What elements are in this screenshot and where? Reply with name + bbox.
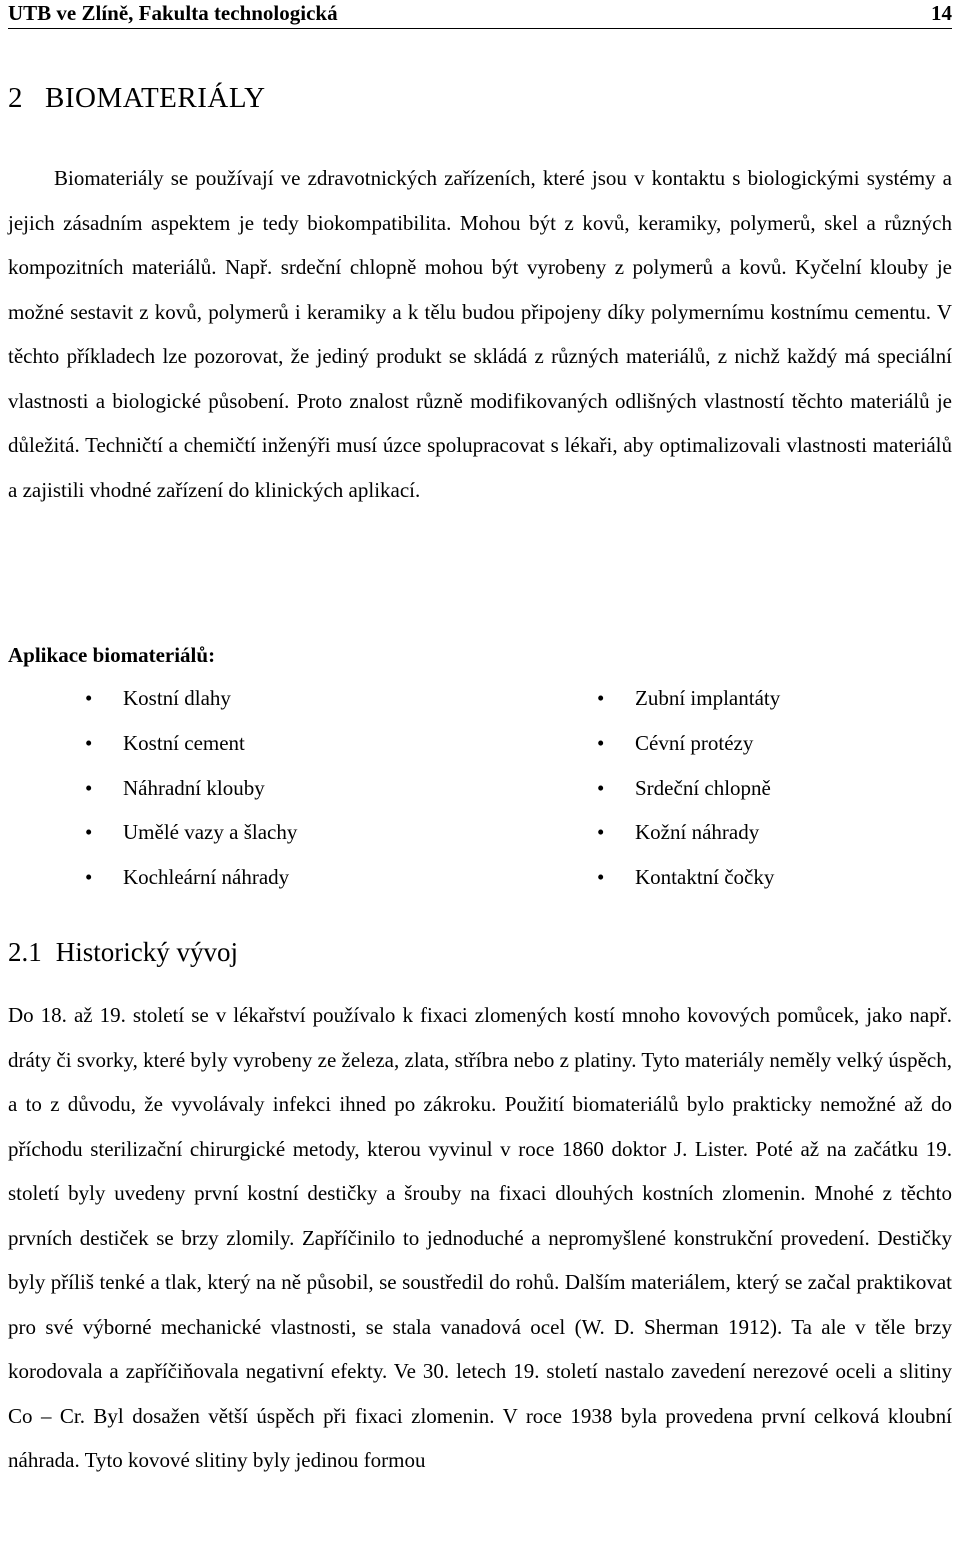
list-item <box>85 680 297 725</box>
bullet-icon: • <box>85 775 93 800</box>
page-number: 14 <box>931 1 952 25</box>
list-item-label: Kostní cement <box>123 730 245 755</box>
list-item <box>597 725 780 770</box>
chapter-number: 2 <box>8 82 23 114</box>
list-item <box>85 725 297 770</box>
list-item-label: Cévní protézy <box>635 730 754 755</box>
list-item-label: Umělé vazy a šlachy <box>123 820 298 845</box>
page-header <box>8 0 952 29</box>
bullet-icon: • <box>85 686 93 710</box>
section-heading <box>8 934 238 970</box>
bullet-icon: • <box>597 686 605 710</box>
list-item-label: Náhradní klouby <box>123 775 265 800</box>
bullet-icon: • <box>85 730 93 755</box>
bullet-icon: • <box>85 865 93 890</box>
list-item-label: Srdeční chlopně <box>635 775 771 800</box>
list-item-label: Kontaktní čočky <box>635 865 775 890</box>
list-item-label: Zubní implantáty <box>635 686 781 710</box>
bullet-icon: • <box>597 775 605 800</box>
list-item <box>597 770 780 815</box>
list-item <box>85 814 297 859</box>
header-title: UTB ve Zlíně, Fakulta technologická <box>8 1 338 25</box>
chapter-title: BIOMATERIÁLY <box>45 82 266 114</box>
history-paragraph: Do 18. až 19. století se v lékařství používalo k fixaci zlomených kostí mnoho kovových pomůcek, jako např. dráty či svorky, které byly vyrobeny ze železa, zlata, stříbra nebo z platiny. Tyto materiály neměly velký úspěch, a to z důvodu, že vyvolávaly infekci ihned po zákroku. Použití biomateriálů bylo prakticky nemožné až do příchodu sterilizační chirurgické metody, kterou vyvinul v roce 1860 doktor J. Lister. Poté až na začátku 19. století byly uvedeny první kostní destičky a šrouby na fixaci dlouhých kostních zlomenin. Mnohé z těchto prvních destiček se brzy zlomily. Zapříčinilo to jednoduché a nepromyšlené konstrukční provedení. Destičky byly příliš tenké a tlak, který na ně působil, se soustředil do rohů. Dalším materiálem, který se začal praktikovat pro své výborné mechanické vlastnosti, se stala vanadová ocel (W. D. Sherman 1912). Ta ale v těle brzy korodovala a zapříčiňovala negativní efekty. Ve 30. letech 19. století nastalo zavedení nerezové oceli a slitiny Co – Cr. Byl dosažen větší úspěch při fixaci zlomenin. V roce 1938 byla provedena první celková kloubní náhrada. Tyto kovové slitiny byly jedinou formou <box>8 1003 952 1472</box>
list-item <box>597 680 780 725</box>
chapter-heading <box>8 80 266 116</box>
intro-paragraph: Biomateriály se používají ve zdravotnických zařízeních, které jsou v kontaktu s biologickými systémy a jejich zásadním aspektem je tedy biokompatibilita. Mohou být z kovů, keramiky, polymerů, skel a různých kompozitních materiálů. Např. srdeční chlopně mohou být vyrobeny z polymerů a kovů. Kyčelní klouby je možné sestavit z kovů, polymerů i keramiky a k tělu budou připojeny díky polymernímu kostnímu cementu. V těchto příkladech lze pozorovat, že jediný produkt se skládá z různých materiálů, z nichž každý má speciální vlastnosti a biologické působení. Proto znalost různě modifikovaných odlišných vlastností těchto materiálů je důležitá. Techničtí a chemičtí inženýři musí úzce spolupracovat s lékaři, aby optimalizovali vlastnosti materiálů a zajistili vhodné zařízení do klinických aplikací. <box>8 166 952 502</box>
bullet-icon: • <box>597 820 605 845</box>
list-item-label: Kochleární náhrady <box>123 865 290 890</box>
list-item <box>85 770 297 815</box>
list-item-label: Kožní náhrady <box>635 820 760 845</box>
bullet-icon: • <box>597 865 605 890</box>
applications-list-right <box>597 680 780 904</box>
list-item <box>85 859 297 904</box>
bullet-icon: • <box>597 730 605 755</box>
applications-heading: Aplikace biomateriálů: <box>8 643 216 667</box>
list-item <box>597 814 780 859</box>
list-item <box>597 859 780 904</box>
section-number: 2.1 <box>8 937 42 967</box>
list-item-label: Kostní dlahy <box>123 686 231 710</box>
section-title: Historický vývoj <box>55 937 238 967</box>
applications-list-left <box>85 680 297 904</box>
bullet-icon: • <box>85 820 93 845</box>
